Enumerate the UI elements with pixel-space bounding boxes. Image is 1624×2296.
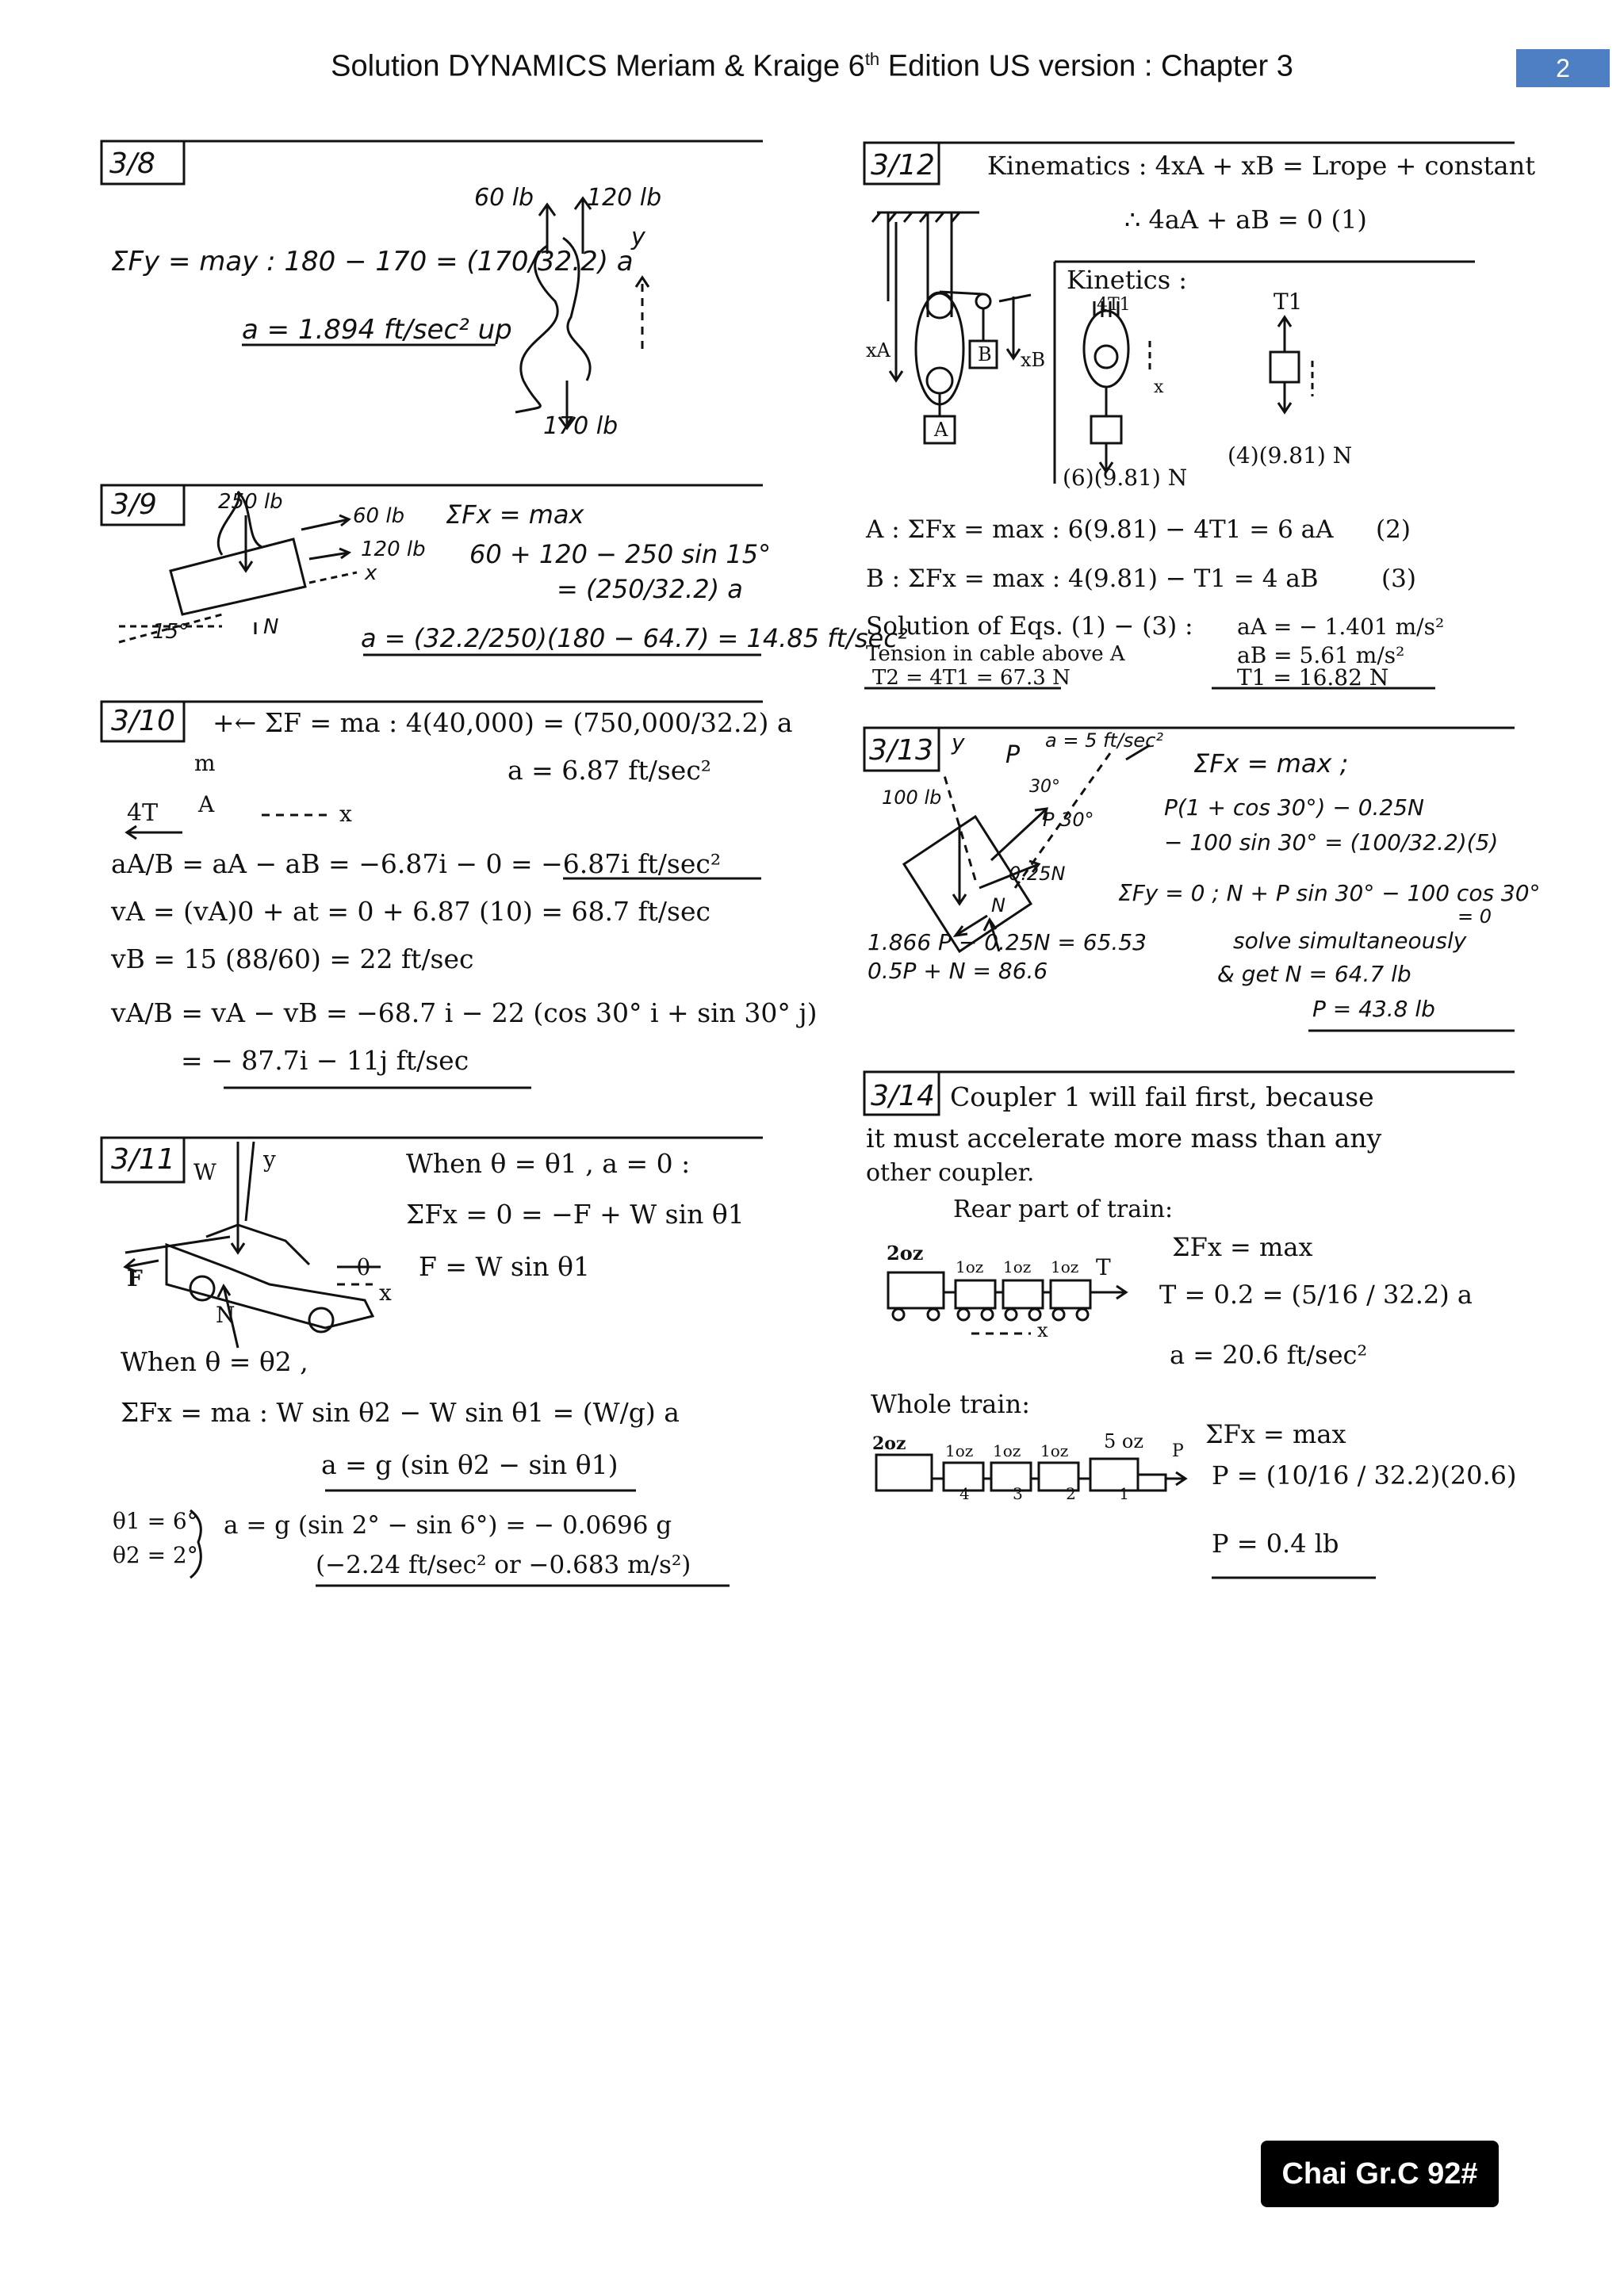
result: aA = − 1.401 m/s² xyxy=(1237,614,1445,640)
problem-number-3-11: 3/11 xyxy=(111,1143,175,1176)
force-label: 120 lb xyxy=(587,184,662,212)
result: = − 87.7i − 11j ft/sec xyxy=(181,1045,469,1076)
axis-label: y xyxy=(263,1146,276,1173)
axis-label: x xyxy=(379,1280,392,1306)
section-title: Whole train: xyxy=(871,1389,1030,1419)
problem-number-3-14: 3/14 xyxy=(871,1080,935,1112)
axis-label: x xyxy=(1154,377,1164,397)
equation: When θ = θ1 , a = 0 : xyxy=(406,1148,691,1179)
section-title: Rear part of train: xyxy=(953,1196,1174,1223)
result: a = 20.6 ft/sec² xyxy=(1170,1340,1368,1370)
equation: a = g (sin θ2 − sin θ1) xyxy=(321,1449,619,1480)
page-title: Solution DYNAMICS Meriam & Kraige 6th Edition US version : Chapter 3 xyxy=(331,49,1293,83)
equation: = (250/32.2) a xyxy=(557,574,743,604)
angle-label: 15° xyxy=(152,620,190,644)
angle-label: θ xyxy=(357,1254,370,1280)
equation: a = 6.87 ft/sec² xyxy=(508,755,712,786)
force-label: F xyxy=(127,1265,143,1292)
equation: ΣFx = max ; xyxy=(1193,748,1349,779)
equation-number: (2) xyxy=(1376,515,1411,544)
force-label: 4T xyxy=(127,799,159,827)
footer-badge: Chai Gr.C 92# xyxy=(1261,2141,1499,2207)
mass-label: 2oz xyxy=(872,1433,906,1454)
force-label: P xyxy=(1172,1441,1184,1461)
equation: ΣFx = max xyxy=(446,499,584,530)
mass-label: 2oz xyxy=(887,1242,924,1265)
coordinate-label: xB xyxy=(1021,349,1046,371)
equation: − 100 sin 30° = (100/32.2)(5) xyxy=(1164,829,1499,855)
normal-label: N xyxy=(216,1302,236,1328)
equation: θ2 = 2° xyxy=(113,1542,198,1568)
result: T2 = 4T1 = 67.3 N xyxy=(872,666,1071,690)
equation: ΣFx = max xyxy=(1205,1419,1346,1449)
force-label: 60 lb xyxy=(353,504,405,528)
block-label: A xyxy=(934,419,948,441)
problem-number-3-12: 3/12 xyxy=(871,149,935,182)
result: (−2.24 ft/sec² or −0.683 m/s²) xyxy=(316,1551,691,1579)
normal-label: N xyxy=(991,894,1005,916)
note: solve simultaneously xyxy=(1233,928,1467,954)
equation: Kinematics : 4xA + xB = Lrope + constant xyxy=(987,151,1536,181)
mass-label: m xyxy=(194,750,216,776)
equation: P = (10/16 / 32.2)(20.6) xyxy=(1212,1460,1517,1490)
result: P = 0.4 lb xyxy=(1212,1529,1339,1559)
mass-label: 1oz xyxy=(1003,1257,1032,1276)
equation: 0.5P + N = 86.6 xyxy=(868,958,1048,984)
result: T1 = 16.82 N xyxy=(1237,664,1389,691)
axis-label: x xyxy=(365,561,377,585)
axis-label: x xyxy=(339,801,352,827)
equation: F = W sin θ1 xyxy=(419,1251,591,1282)
force-label: T1 xyxy=(1274,289,1303,315)
equation: ∴ 4aA + aB = 0 (1) xyxy=(1124,205,1367,235)
friction-label: 0.25N xyxy=(1009,863,1066,885)
force-label: 120 lb xyxy=(361,538,426,561)
equation: θ1 = 6° xyxy=(113,1508,198,1534)
equation: 1.866 P − 0.25N = 65.53 xyxy=(868,929,1147,955)
mass-label: 1oz xyxy=(945,1441,974,1460)
force-label: 60 lb xyxy=(474,184,534,212)
problem-number-3-13: 3/13 xyxy=(869,734,933,767)
text-line: it must accelerate more mass than any xyxy=(866,1123,1382,1154)
note: Tension in cable above A xyxy=(866,642,1125,666)
mass-label: 5 oz xyxy=(1104,1430,1143,1452)
point-label: A xyxy=(198,791,215,817)
weight-label: W xyxy=(193,1159,216,1185)
equation: = 0 xyxy=(1457,905,1492,928)
equation: ΣFx = ma : W sin θ2 − W sin θ1 = (W/g) a xyxy=(121,1397,680,1428)
force-label: 170 lb xyxy=(543,412,619,440)
mass-label: 1oz xyxy=(1040,1441,1069,1460)
axis-label: y xyxy=(952,729,965,756)
result: & get N = 64.7 lb xyxy=(1217,961,1411,987)
force-label: T xyxy=(1096,1254,1111,1280)
coupler-numbers: 4 3 2 1 xyxy=(959,1484,1148,1503)
equation: Solution of Eqs. (1) − (3) : xyxy=(866,612,1193,641)
force-label: P xyxy=(1005,741,1021,769)
mass-label: 1oz xyxy=(1051,1257,1079,1276)
angle-label: 30° xyxy=(1029,777,1060,797)
equation: ΣFy = 0 ; N + P sin 30° − 100 cos 30° xyxy=(1118,880,1541,906)
equation: T = 0.2 = (5/16 / 32.2) a xyxy=(1159,1280,1473,1310)
equation: +← ΣF = ma : 4(40,000) = (750,000/32.2) a xyxy=(213,707,793,738)
block-label: B xyxy=(978,343,992,365)
equation: vA = (vA)0 + at = 0 + 6.87 (10) = 68.7 ft/sec xyxy=(111,896,710,927)
problem-number-3-8: 3/8 xyxy=(109,147,155,180)
weight-label: (4)(9.81) N xyxy=(1228,442,1353,469)
result: a = 1.894 ft/sec² up xyxy=(242,314,512,346)
mass-label: 1oz xyxy=(993,1441,1021,1460)
mass-label: 1oz xyxy=(956,1257,984,1276)
equation: ΣFx = max xyxy=(1172,1232,1313,1262)
page-number-badge: 2 xyxy=(1516,49,1610,87)
equation: A : ΣFx = max : 6(9.81) − 4T1 = 6 aA xyxy=(866,515,1334,544)
equation: B : ΣFx = max : 4(9.81) − T1 = 4 aB xyxy=(866,564,1319,593)
coordinate-label: xA xyxy=(866,339,891,362)
text-line: Coupler 1 will fail first, because xyxy=(950,1081,1374,1112)
acceleration-label: a = 5 ft/sec² xyxy=(1045,729,1164,752)
equation: a = g (sin 2° − sin 6°) = − 0.0696 g xyxy=(224,1511,672,1540)
force-label: P 30° xyxy=(1043,809,1094,831)
equation: vA/B = vA − vB = −68.7 i − 22 (cos 30° i + sin 30° j) xyxy=(111,997,818,1028)
equation-number: (3) xyxy=(1381,564,1416,593)
weight-label: 100 lb xyxy=(882,786,942,809)
equation: 60 + 120 − 250 sin 15° xyxy=(469,539,772,569)
problem-number-3-9: 3/9 xyxy=(111,488,157,521)
equation: When θ = θ2 , xyxy=(121,1346,308,1377)
force-label: 250 lb xyxy=(218,490,283,514)
axis-label: y xyxy=(631,224,645,251)
result: a = (32.2/250)(180 − 64.7) = 14.85 ft/sec² xyxy=(361,623,908,653)
problem-number-3-10: 3/10 xyxy=(111,705,175,737)
equation: P(1 + cos 30°) − 0.25N xyxy=(1164,794,1425,821)
equation: ΣFy = may : 180 − 170 = (170/32.2) a xyxy=(111,246,634,277)
section-title: Kinetics : xyxy=(1067,265,1188,295)
equation: ΣFx = 0 = −F + W sin θ1 xyxy=(406,1199,745,1230)
force-label: 4T1 xyxy=(1097,295,1131,315)
result: aB = 5.61 m/s² xyxy=(1237,642,1405,668)
axis-label: x xyxy=(1037,1319,1048,1341)
equation: vB = 15 (88/60) = 22 ft/sec xyxy=(111,943,474,974)
weight-label: (6)(9.81) N xyxy=(1063,465,1188,491)
equation: aA/B = aA − aB = −6.87i − 0 = −6.87i ft/sec² xyxy=(111,848,722,879)
text-line: other coupler. xyxy=(866,1159,1035,1187)
result: P = 43.8 lb xyxy=(1312,996,1435,1022)
normal-label: N xyxy=(263,615,279,639)
